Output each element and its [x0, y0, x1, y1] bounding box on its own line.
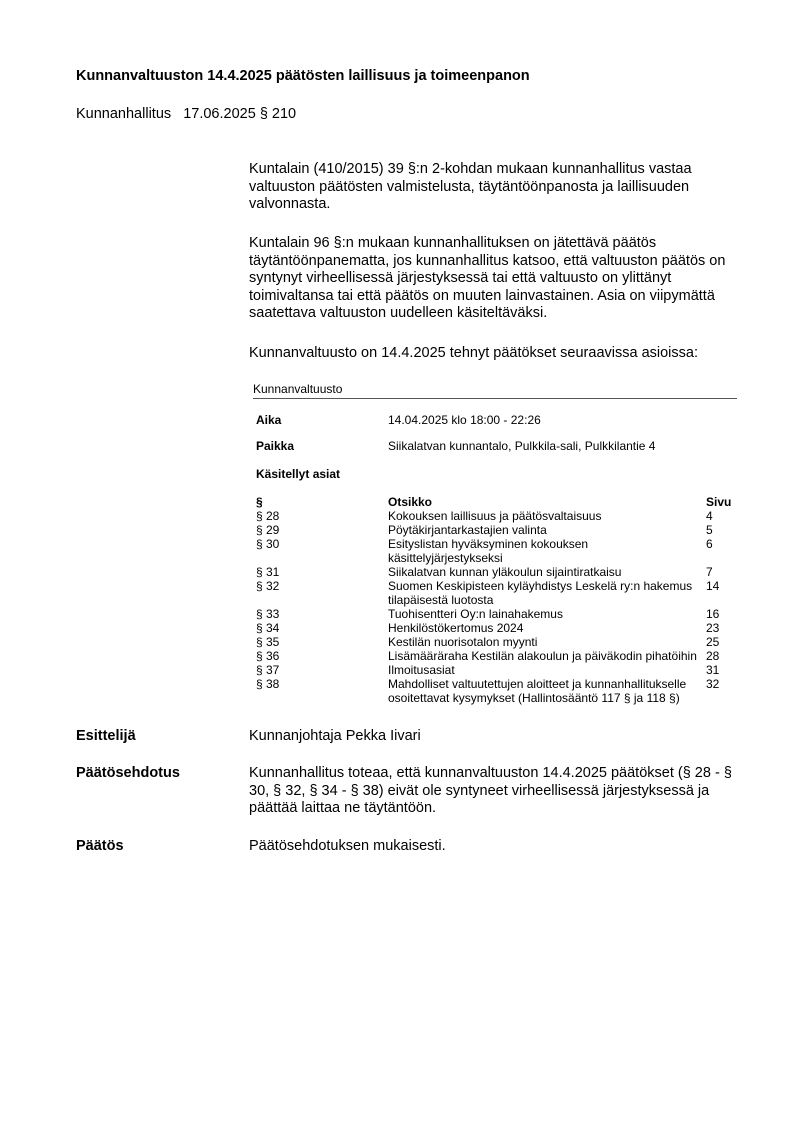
paragraph-law-96 — [249, 235, 739, 323]
place-value: Siikalatvan kunnantalo, Pulkkila-sali, Pulkkilantie 4 — [388, 439, 656, 453]
page-cell: 32 — [706, 677, 720, 691]
proposal-value: Kunnanhallitus toteaa, että kunnanvaltuuston 14.4.2025 päätökset (§ 28 - § 30, § 32, § 34 - § 38) eivät ole syntyneet virheellisessä järjestyksessä ja päättää laittaa ne täytäntöön. — [249, 765, 732, 816]
place-label: Paikka — [256, 439, 295, 453]
handled-items-label: Käsitellyt asiat — [256, 467, 341, 481]
title-cell: Kestilän nuorisotalon myynti — [388, 635, 538, 649]
paragraph-text: Kunnanvaltuusto on 14.4.2025 tehnyt päätökset seuraavissa asioissa: — [249, 345, 698, 361]
paragraph-text: Kuntalain (410/2015) 39 §:n 2-kohdan mukaan kunnanhallitus vastaa valtuuston päätösten valmistelusta, täytäntöönpanosta ja laillisuuden valvonnasta. — [249, 161, 692, 212]
page-cell: 25 — [706, 635, 720, 649]
time-value: 14.04.2025 klo 18:00 - 22:26 — [388, 413, 541, 427]
time-row — [253, 413, 737, 439]
page-cell: 23 — [706, 621, 720, 635]
table-row — [256, 649, 736, 663]
section-cell: § 36 — [256, 649, 280, 663]
column-header-title: Otsikko — [388, 495, 433, 509]
title-cell: Henkilöstökertomus 2024 — [388, 621, 524, 635]
table-row — [256, 663, 736, 677]
title-cell: Kokouksen laillisuus ja päätösvaltaisuus — [388, 509, 602, 523]
page-cell: 7 — [706, 565, 713, 579]
table-row — [256, 523, 736, 537]
title-cell: Tuohisentteri Oy:n lainahakemus — [388, 607, 563, 621]
section-cell: § 29 — [256, 523, 280, 537]
title-cell: Esityslistan hyväksyminen kokouksen käsittelyjärjestykseksi — [388, 537, 589, 565]
minutes-excerpt — [253, 382, 737, 705]
meeting-reference: Kunnanhallitus 17.06.2025 § 210 — [76, 106, 297, 122]
section-cell: § 30 — [256, 537, 280, 551]
table-row — [256, 509, 736, 523]
table-row — [256, 677, 736, 705]
paragraph-responsibility — [249, 161, 739, 214]
table-row — [256, 537, 736, 565]
section-cell: § 33 — [256, 607, 280, 621]
presenter-value: Kunnanjohtaja Pekka Iivari — [249, 728, 421, 744]
page-cell: 4 — [706, 509, 713, 523]
page-cell: 28 — [706, 649, 720, 663]
table-row — [256, 565, 736, 579]
place-row — [253, 439, 737, 465]
agenda-table — [256, 495, 736, 705]
document-title: Kunnanvaltuuston 14.4.2025 päätösten laillisuus ja toimeenpanon — [76, 68, 530, 84]
decision-label: Päätös — [76, 838, 124, 854]
page-cell: 6 — [706, 537, 713, 551]
table-row — [256, 635, 736, 649]
column-header-section: § — [256, 495, 263, 509]
section-cell: § 34 — [256, 621, 280, 635]
presenter-label: Esittelijä — [76, 728, 136, 744]
section-cell: § 28 — [256, 509, 280, 523]
section-cell: § 37 — [256, 663, 280, 677]
page-cell: 5 — [706, 523, 713, 537]
decision-value: Päätösehdotuksen mukaisesti. — [249, 838, 446, 854]
page-cell: 14 — [706, 579, 720, 593]
time-label: Aika — [256, 413, 282, 427]
section-cell: § 31 — [256, 565, 280, 579]
title-cell: Pöytäkirjantarkastajien valinta — [388, 523, 547, 537]
table-row — [256, 607, 736, 621]
excerpt-heading: Kunnanvaltuusto — [253, 382, 737, 399]
page-cell: 31 — [706, 663, 720, 677]
title-cell: Siikalatvan kunnan yläkoulun sijaintiratkaisu — [388, 565, 622, 579]
page-cell: 16 — [706, 607, 720, 621]
paragraph-intro-list — [249, 345, 699, 363]
paragraph-text: Kuntalain 96 §:n mukaan kunnanhallituksen on jätettävä päätös täytäntöönpanematta, jos kunnanhallitus katsoo, että valtuuston päätös on syntynyt virheellisessä järjestyksessä tai että valtuusto on ylittänyt toimivaltansa tai että päätös on muuten lainvastainen. Asia on viipymättä saatettava valtuuston uudelleen käsiteltäväksi. — [249, 235, 726, 321]
table-row — [256, 621, 736, 635]
title-cell: Suomen Keskipisteen kyläyhdistys Leskelä ry:n hakemus tilapäisestä luotosta — [388, 579, 693, 607]
section-cell: § 38 — [256, 677, 280, 691]
table-header-row — [256, 495, 736, 509]
section-cell: § 35 — [256, 635, 280, 649]
title-cell: Lisämääräraha Kestilän alakoulun ja päiväkodin pihatöihin — [388, 649, 697, 663]
proposal-label: Päätösehdotus — [76, 765, 180, 781]
column-header-page: Sivu — [706, 495, 732, 509]
title-cell: Ilmoitusasiat — [388, 663, 455, 677]
section-cell: § 32 — [256, 579, 280, 593]
title-cell: Mahdolliset valtuutettujen aloitteet ja kunnanhallitukselle osoitettavat kysymykset (Hallintosääntö 117 § ja 118 §) — [388, 677, 687, 705]
table-row — [256, 579, 736, 607]
